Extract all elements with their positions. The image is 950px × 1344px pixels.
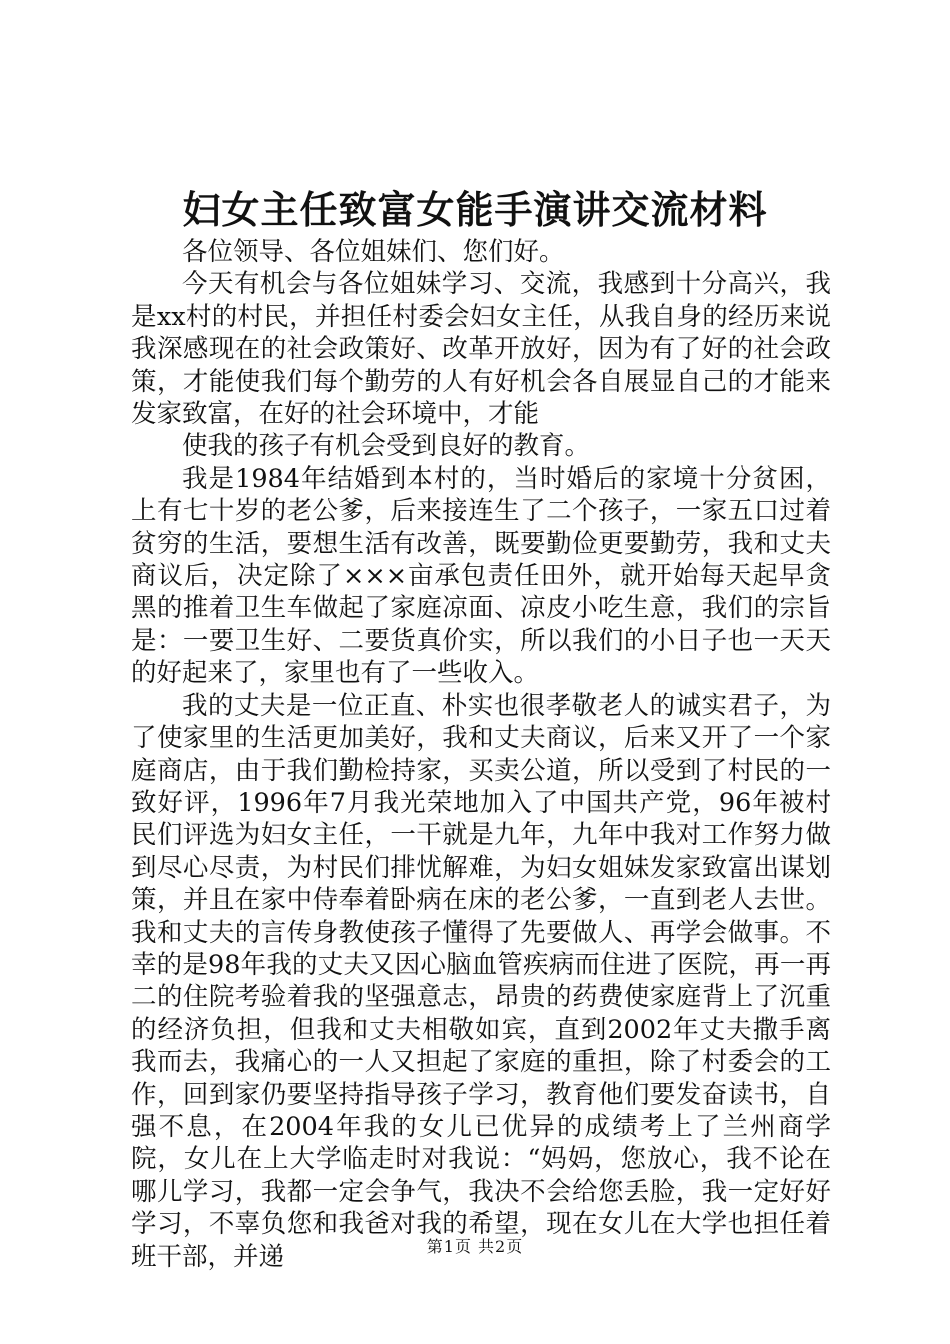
paragraph-introduction: 今天有机会与各位姐妹学习、交流，我感到十分高兴，我是xx村的村民，并担任村委会妇女主任，从我自身的经历来说我深感现在的社会政策好、改革开放好，因为有了好的社会政策，才能使我们每个勤劳的人有好机会各自展显自己的才能来发家致富，在好的社会环境中，才能 xyxy=(131,269,831,430)
paragraph-greeting: 各位领导、各位姐妹们、您们好。 xyxy=(182,237,565,267)
document-title: 妇女主任致富女能手演讲交流材料 xyxy=(182,187,768,232)
paragraph-education: 使我的孩子有机会受到良好的教育。 xyxy=(182,431,591,462)
paragraph-marriage: 我是1984年结婚到本村的，当时婚后的家境十分贫困，上有七十岁的老公爹，后来接连生了二个孩子，一家五口过着贫穷的生活，要想生活有改善，既要勤俭更要勤劳，我和丈夫商议后，决定除了×××亩承包责任田外，就开始每天起早贪黑的推着卫生车做起了家庭凉面、凉皮小吃生意，我们的宗旨是：一要卫生好、二要货真价实，所以我们的小日子也一天天的好起来了，家里也有了一些收入。 xyxy=(131,463,831,689)
page-footer: 第1页 共2页 xyxy=(426,1237,524,1256)
paragraph-husband: 我的丈夫是一位正直、朴实也很孝敬老人的诚实君子，为了使家里的生活更加美好，我和丈夫商议，后来又开了一个家庭商店，由于我们勤检持家，买卖公道，所以受到了村民的一致好评，1996年7月我光荣地加入了中国共产党，96年被村民们评选为妇女主任，一干就是九年，九年中我对工作努力做到尽心尽责，为村民们排忧解难，为妇女姐妹发家致富出谋划策，并且在家中侍奉着卧病在床的老公爹，一直到老人去世。我和丈夫的言传身教使孩子懂得了先要做人、再学会做事。不幸的是98年我的丈夫又因心脑血管疾病而住进了医院，再一再二的住院考验着我的坚强意志，昂贵的药费使家庭背上了沉重的经济负担，但我和丈夫相敬如宾，直到2002年丈夫撒手离我而去，我痛心的一人又担起了家庭的重担，除了村委会的工作，回到家仍要坚持指导孩子学习，教育他们要发奋读书，自强不息，在2004年我的女儿已优异的成绩考上了兰州商学院，女儿在上大学临走时对我说：“妈妈，您放心，我不论在哪儿学习，我都一定会争气，我决不会给您丢脸，我一定好好学习，不辜负您和我爸对我的希望，现在女儿在大学也担任着班干部，并递 xyxy=(131,690,831,1272)
document-body xyxy=(131,236,831,1273)
